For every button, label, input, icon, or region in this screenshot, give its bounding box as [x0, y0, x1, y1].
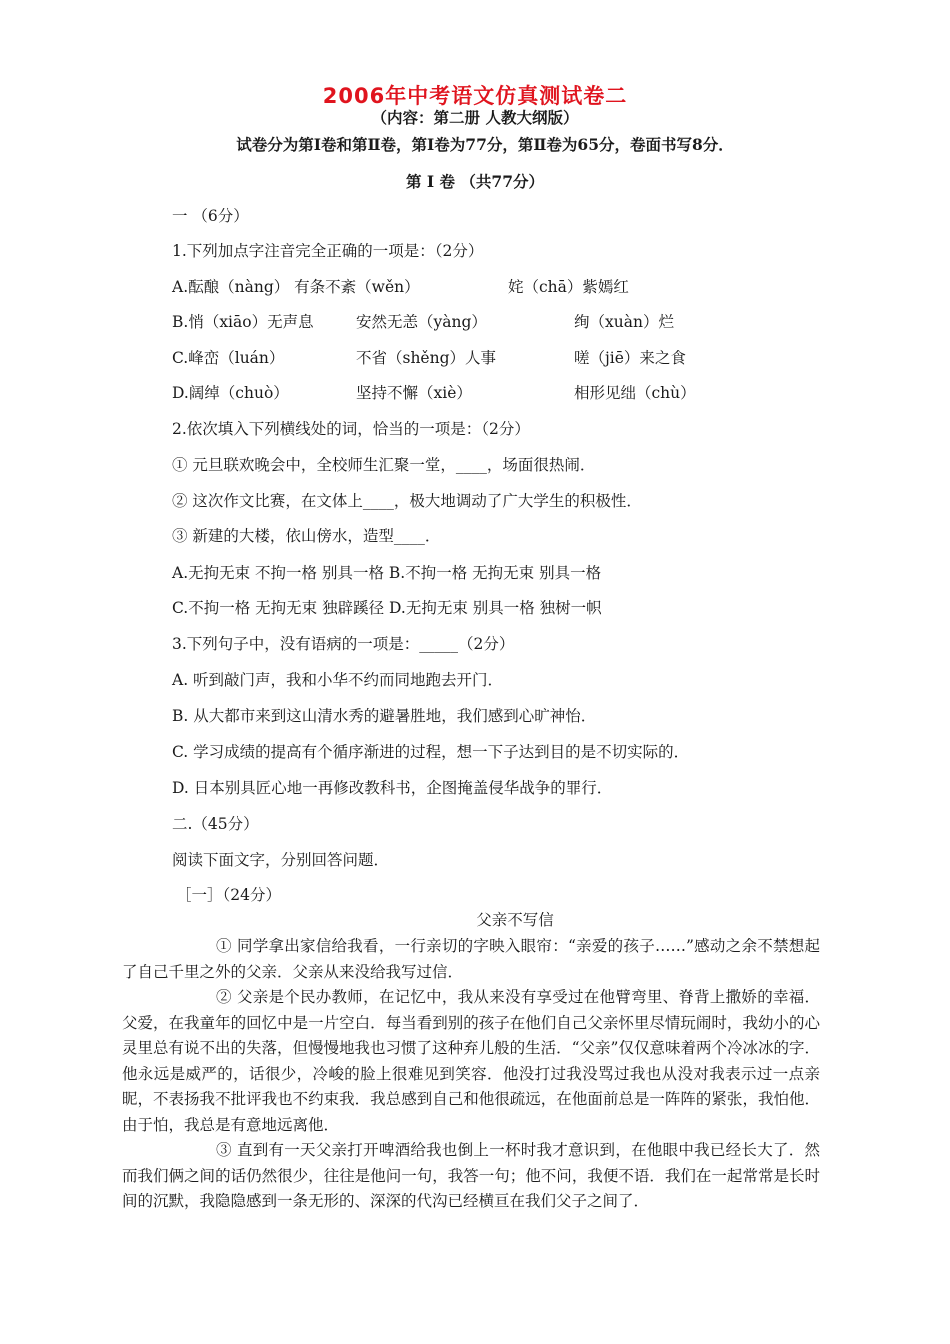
part1-heading: 第 Ⅰ 卷 （共77分）: [405, 172, 544, 191]
q3-option-d: D. 日本别具匠心地一再修改教科书，企图掩盖侵华战争的罪行．: [172, 779, 613, 797]
section-2-heading: 二.（45分）: [172, 815, 259, 833]
q1-option-d-1: D.阔绰（chuò）: [172, 384, 289, 402]
article-title: 父亲不写信: [476, 911, 554, 929]
q2-sentence-2: ② 这次作文比赛，在文体上____，极大地调动了广大学生的积极性．: [172, 492, 642, 510]
q1-option-b-3: 绚（xuàn）烂: [574, 313, 674, 331]
exam-intro: 试卷分为第Ⅰ卷和第Ⅱ卷，第Ⅰ卷为77分，第Ⅱ卷为65分，卷面书写8分．: [236, 135, 734, 154]
section-1-heading: 一 （6分）: [172, 207, 249, 225]
q2-sentence-1: ① 元旦联欢晚会中，全校师生汇聚一堂，____，场面很热闹．: [172, 456, 596, 474]
q1-option-c-2: 不省（shěng）人事: [356, 349, 497, 367]
q1-option-d-3: 相形见绌（chù）: [574, 384, 696, 402]
q1-option-b-2: 安然无恙（yàng）: [356, 313, 487, 331]
q1-option-c-3: 嗟（jiē）来之食: [574, 349, 686, 367]
q1-option-b-1: B.悄（xiāo）无声息: [172, 313, 314, 331]
q3-stem: 3.下列句子中，没有语病的一项是：_____（2分）: [172, 635, 515, 653]
exam-title: 2006年中考语文仿真测试卷二: [322, 84, 628, 108]
q1-option-c-1: C.峰峦（luán）: [172, 349, 285, 367]
reading-part-1-heading: ［一］（24分）: [176, 886, 281, 904]
q3-option-b: B. 从大都市来到这山清水秀的避暑胜地，我们感到心旷神怡．: [172, 707, 597, 725]
q1-option-d-2: 坚持不懈（xiè）: [356, 384, 472, 402]
article-paragraph-2: ② 父亲是个民办教师，在记忆中，我从来没有享受过在他臂弯里、脊背上撒娇的幸福．父爱，在我童年的回忆中是一片空白．每当看到别的孩子在他们自己父亲怀里尽情玩闹时，我幼小的心灵里总有说不出的失落，但慢慢地我也习惯了这种弃儿般的生活．“父亲”仅仅意味着两个冷冰冰的字．他永远是威严的，话很少，冷峻的脸上很难见到笑容．他没打过我没骂过我也从没对我表示过一点亲昵，不表扬我不批评我也不约束我．我总感到自己和他很疏远，在他面前总是一阵阵的紧张，我怕他．由于怕，我总是有意地远离他．: [122, 988, 820, 1134]
q3-option-c: C. 学习成绩的提高有个循序渐进的过程，想一下子达到目的是不切实际的．: [172, 743, 690, 761]
q2-options-cd: C.不拘一格 无拘无束 独辟蹊径 D.无拘无束 别具一格 独树一帜: [172, 599, 602, 617]
q2-options-ab: A.无拘无束 不拘一格 别具一格 B.不拘一格 无拘无束 别具一格: [172, 564, 602, 582]
q1-stem: 1.下列加点字注音完全正确的一项是：（2分）: [172, 242, 484, 260]
q1-option-a-2: 姹（chā）紫嫣红: [508, 278, 629, 296]
article-paragraph-3: ③ 直到有一天父亲打开啤酒给我也倒上一杯时我才意识到，在他眼中我已经长大了．然而我们俩之间的话仍然很少，往往是他问一句，我答一句；他不问，我便不语．我们在一起常常是长时间的沉默，我隐隐感到一条无形的、深深的代沟已经横亘在我们父子之间了．: [122, 1141, 820, 1211]
q3-option-a: A. 听到敲门声，我和小华不约而同地跑去开门．: [172, 671, 504, 689]
exam-subtitle: （内容：第二册 人教大纲版）: [371, 108, 579, 127]
reading-instruction: 阅读下面文字，分别回答问题．: [172, 851, 390, 869]
q2-sentence-3: ③ 新建的大楼，依山傍水，造型____．: [172, 527, 441, 545]
q1-option-a-1: A.酝酿（nàng） 有条不紊（wěn）: [172, 278, 420, 296]
q2-stem: 2.依次填入下列横线处的词，恰当的一项是：（2分）: [172, 420, 530, 438]
article-paragraph-1: ① 同学拿出家信给我看，一行亲切的字映入眼帘：“亲爱的孩子……”感动之余不禁想起了自己千里之外的父亲．父亲从来没给我写过信．: [122, 937, 820, 981]
